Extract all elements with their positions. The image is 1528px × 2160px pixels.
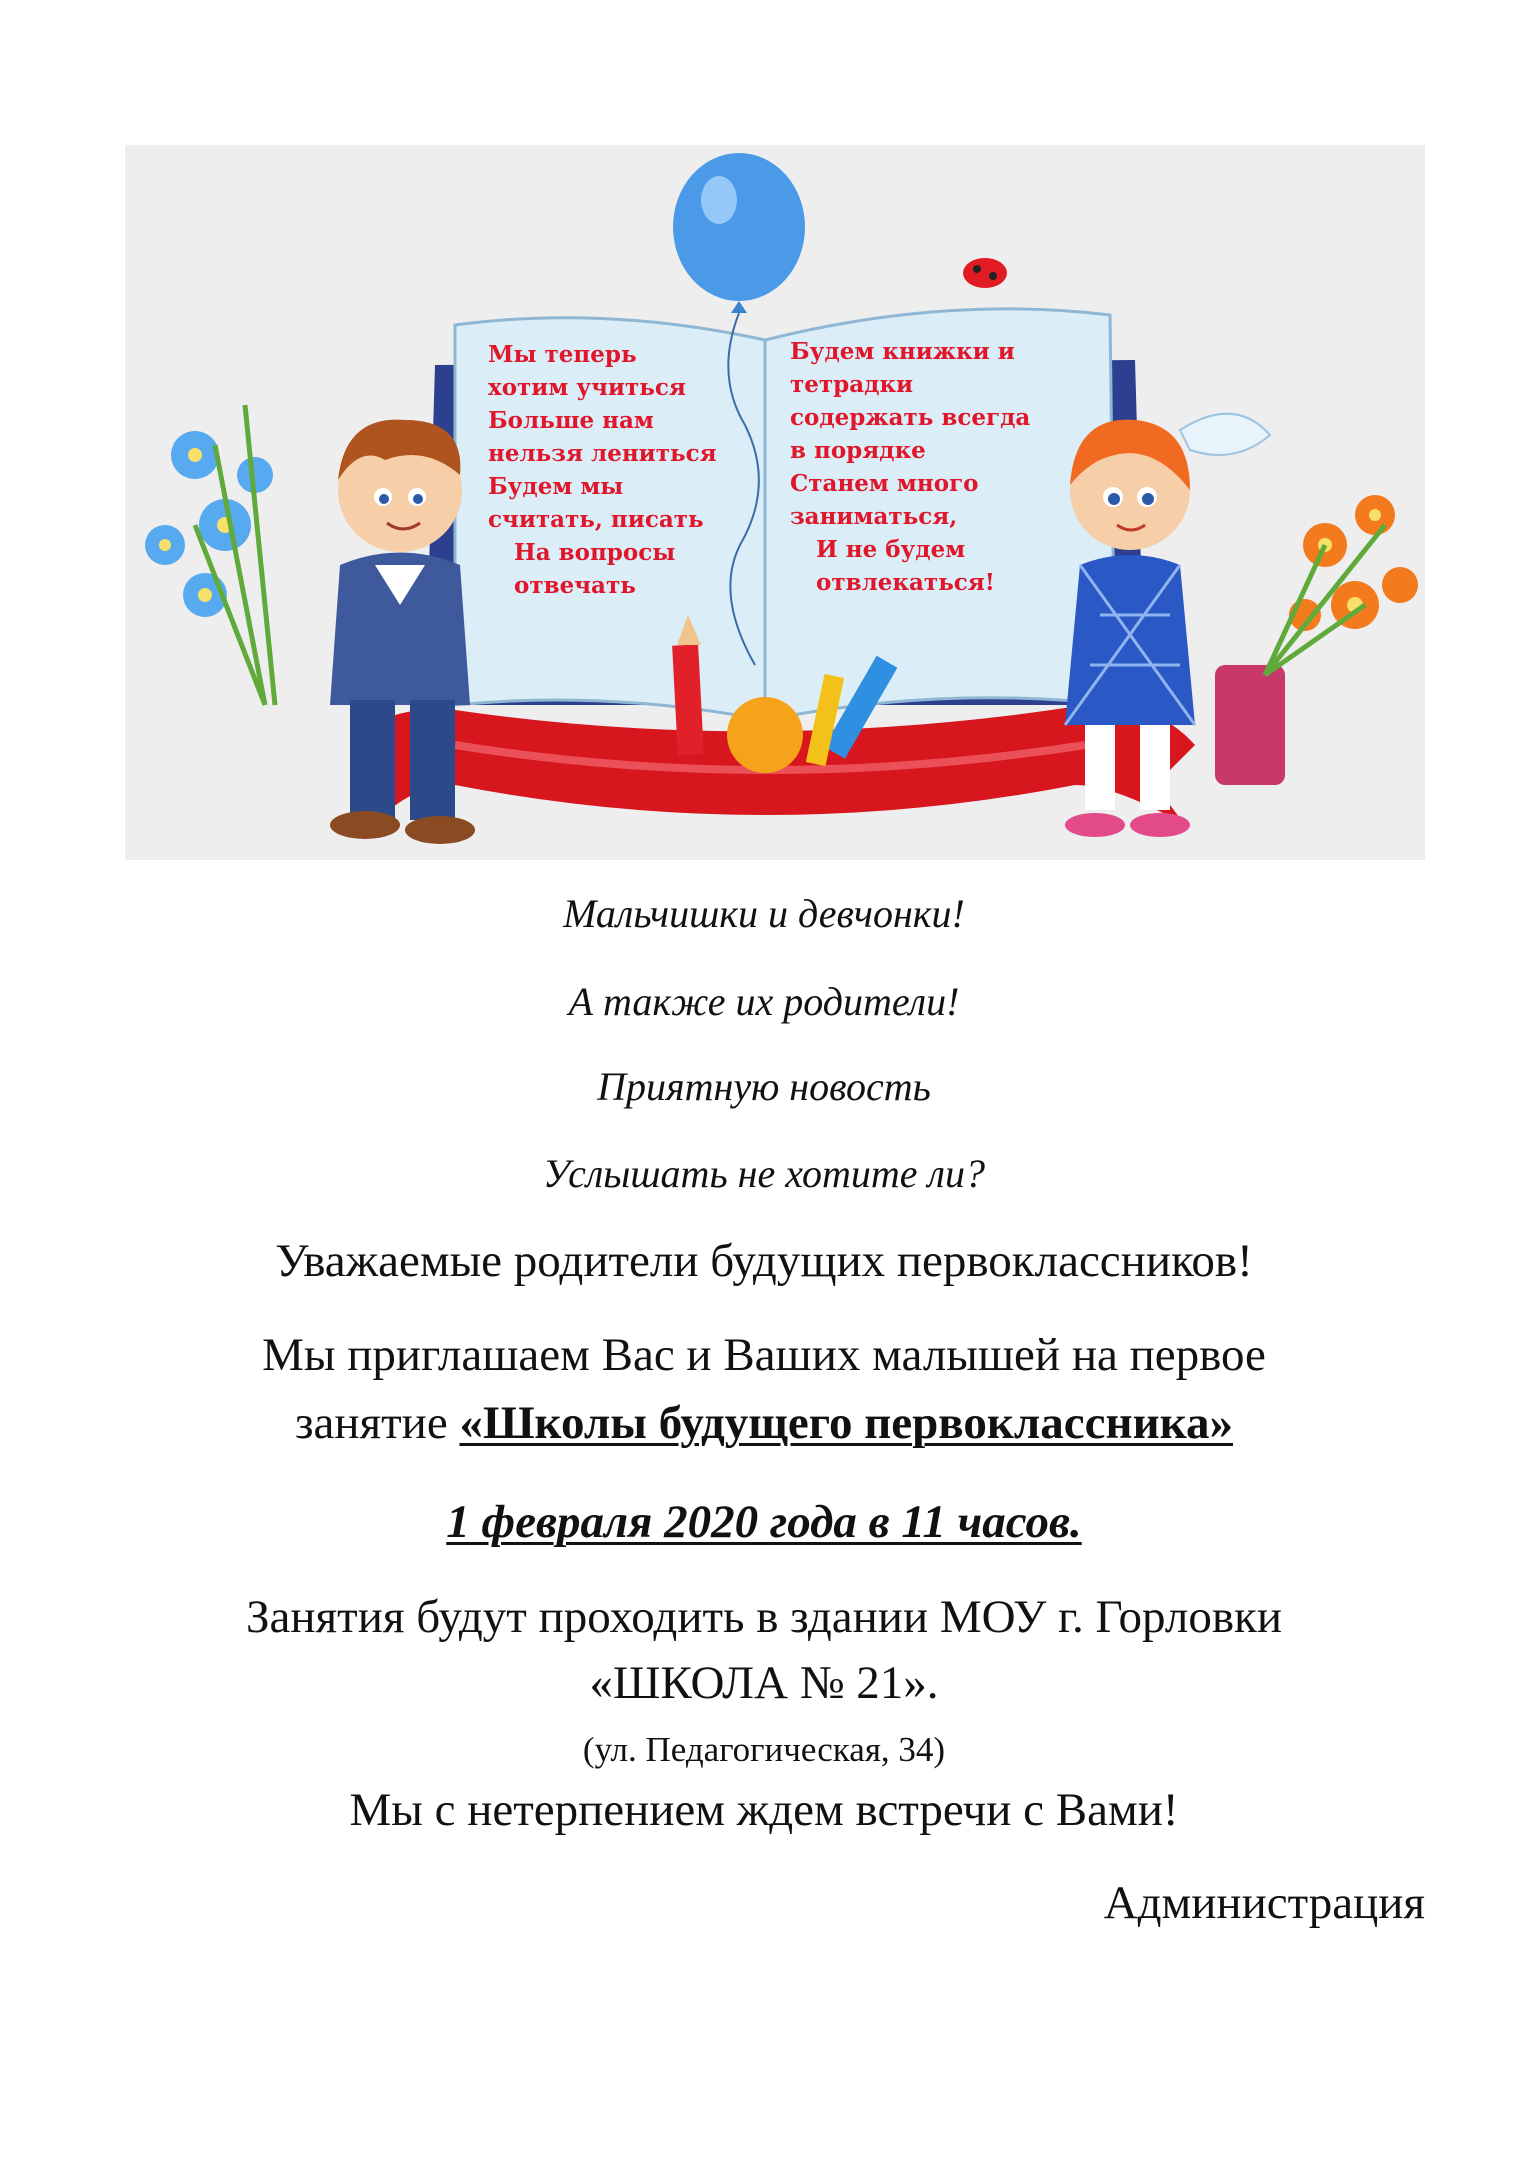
poem-left-line: Больше нам [488, 407, 654, 434]
verse-line-4: Услышать не хотите ли? [543, 1151, 985, 1196]
verse-line-3: Приятную новость [597, 1064, 931, 1109]
event-date: 1 февраля 2020 года в 11 часов. [446, 1496, 1082, 1548]
poem-left-line: хотим учиться [488, 374, 686, 401]
poem-left-line: Мы теперь [488, 341, 637, 368]
poem-right-line: содержать всегда [790, 404, 1031, 431]
poem-right-line: тетрадки [790, 371, 914, 398]
closing-line: Мы с нетерпением ждем встречи с Вами! [349, 1784, 1179, 1836]
poem-left-line: считать, писать [488, 506, 704, 533]
balloon-icon [673, 153, 805, 301]
poem-right-line: в порядке [790, 437, 926, 464]
poem-right [790, 335, 1030, 599]
signature: Администрация [1103, 1877, 1425, 1929]
header-illustration [125, 145, 1425, 860]
verse-line-1: Мальчишки и девчонки! [563, 891, 965, 936]
verse-line-2: А также их родители! [568, 979, 960, 1024]
poem-right-line: Будем книжки и [790, 338, 1015, 365]
location-line-2: «ШКОЛА № 21». [589, 1657, 939, 1709]
poem-right-line: И не будем [816, 536, 966, 563]
invite-line-1: Мы приглашаем Вас и Ваших малышей на первое [262, 1329, 1266, 1381]
poem-left-line: отвечать [514, 572, 636, 599]
invite-prefix: занятие [294, 1397, 460, 1449]
apple-icon [727, 697, 803, 773]
invite-line-2 [0, 1396, 1528, 1450]
backpack-icon [1215, 665, 1285, 785]
girl-figure [1065, 414, 1285, 837]
poem-left-line: Будем мы [488, 473, 624, 500]
poem-left-line: нельзя лениться [488, 440, 717, 467]
school-name: «Школы будущего первоклассника» [459, 1397, 1234, 1449]
greeting: Уважаемые родители будущих первоклассников! [275, 1235, 1253, 1287]
poem-left-line: На вопросы [514, 539, 676, 566]
school-book-illustration [125, 145, 1425, 860]
poem-left [488, 338, 717, 602]
address: (ул. Педагогическая, 34) [582, 1730, 946, 1769]
poem-right-line: отвлекаться! [816, 569, 995, 596]
flowers-left-icon [145, 431, 273, 617]
location-line-1: Занятия будут проходить в здании МОУ г. Горловки [245, 1591, 1283, 1643]
poem-right-line: Станем много [790, 470, 979, 497]
ladybug-icon [963, 258, 1007, 288]
poem-right-line: заниматься, [790, 503, 958, 530]
